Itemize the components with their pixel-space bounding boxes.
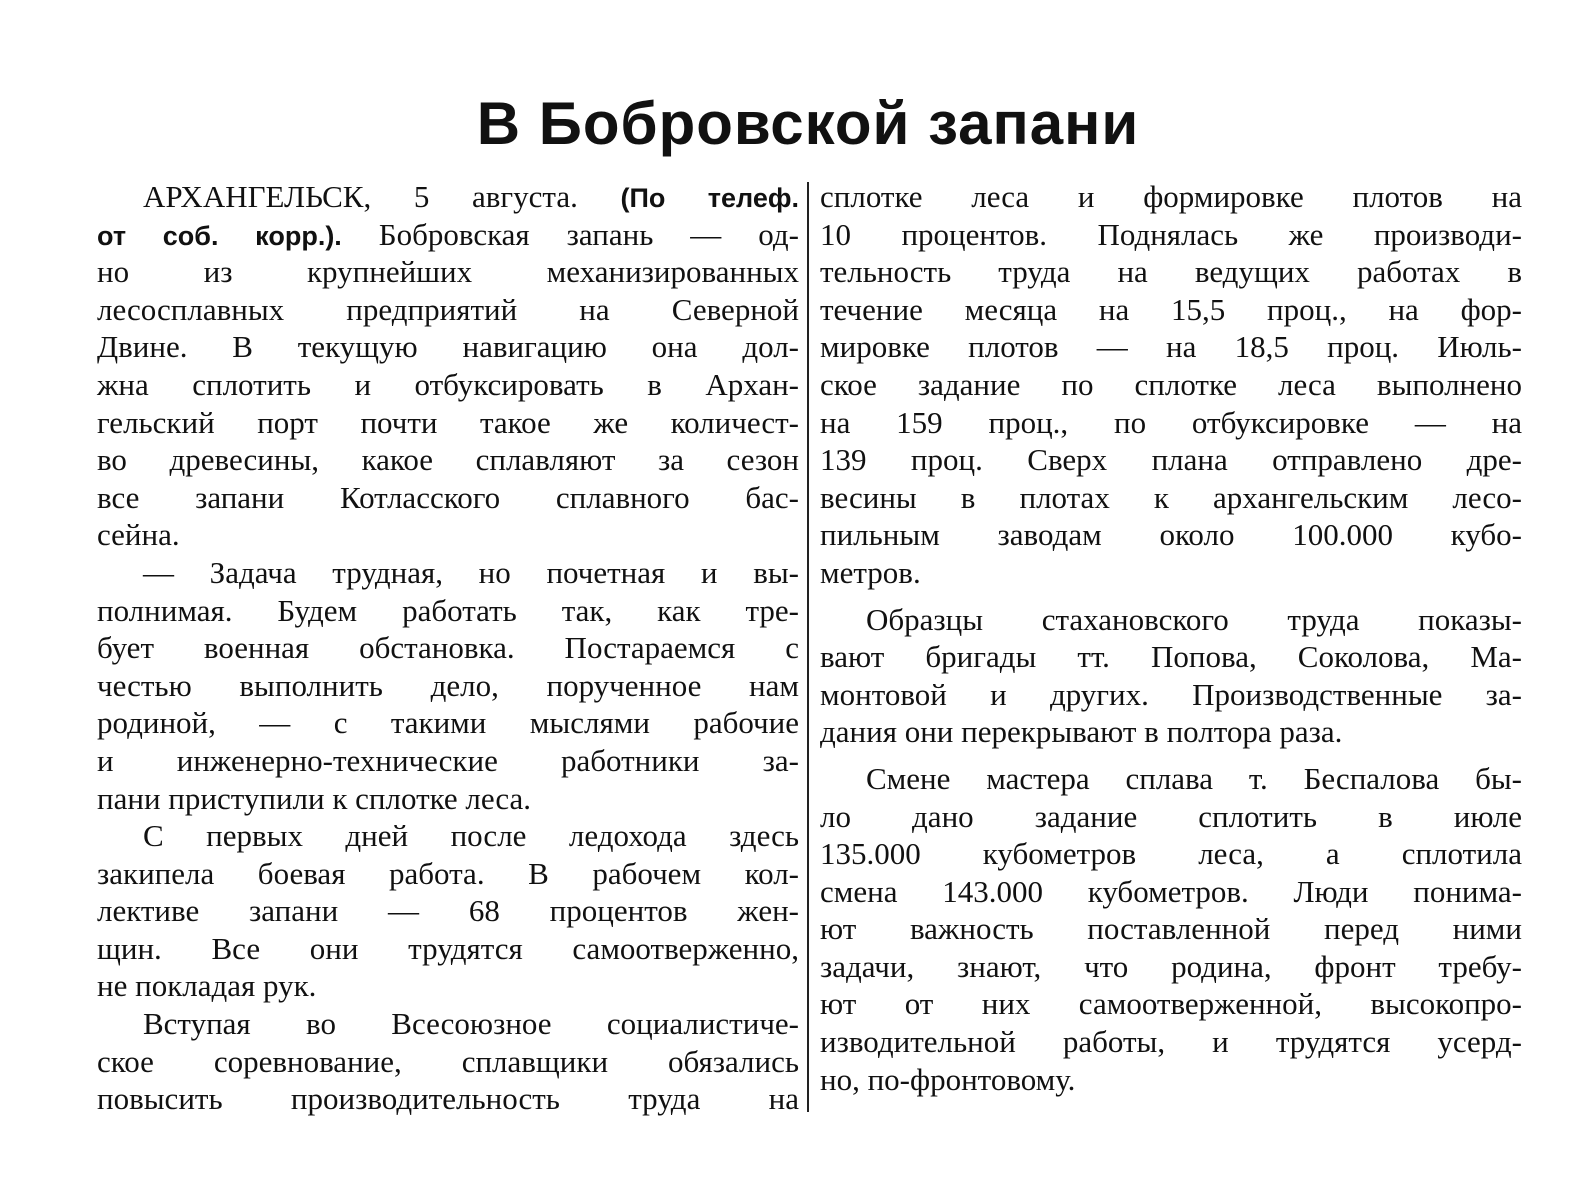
- text-line: задачи, знают, что родина, фронт требу-: [820, 948, 1522, 984]
- article-paragraph: [820, 760, 1522, 1098]
- text-line: не покладая рук.: [97, 968, 317, 1004]
- text-line: течение месяца на 15,5 проц., на фор-: [820, 291, 1522, 327]
- text-line: бует военная обстановка. Постараемся с: [97, 630, 799, 666]
- text-line: ское соревнование, сплавщики обязались: [97, 1043, 799, 1079]
- text-segment: АРХАНГЕЛЬСК, 5 августа.: [143, 179, 621, 214]
- article-paragraph: [820, 601, 1522, 751]
- text-line: сплотке леса и формировке плотов на: [820, 179, 1522, 214]
- text-line: полнимая. Будем работать так, как тре-: [97, 592, 799, 628]
- text-line: 135.000 кубометров леса, а сплотила: [820, 836, 1522, 872]
- text-line: ют от них самоотверженной, высокопро-: [820, 986, 1522, 1022]
- text-line: и инженерно-технические работники за-: [97, 742, 799, 778]
- text-line: — Задача трудная, но почетная и вы-: [143, 554, 799, 590]
- article-headline: В Бобровской запани: [476, 90, 1140, 157]
- article-paragraph: [97, 178, 799, 554]
- text-line: 10 процентов. Поднялась же производи-: [820, 216, 1522, 252]
- text-line: жна сплотить и отбуксировать в Архан-: [97, 366, 799, 402]
- article-paragraph: [97, 1005, 799, 1118]
- text-line: лективе запани — 68 процентов жен-: [97, 893, 799, 929]
- text-line: ское задание по сплотке леса выполнено: [820, 366, 1522, 402]
- byline-bold: от соб. корр.).: [97, 220, 342, 251]
- text-line: весины в плотах к архангельским лесо-: [820, 479, 1522, 515]
- text-line: щин. Все они трудятся самоотверженно,: [97, 930, 799, 966]
- text-line: монтовой и других. Производственные за-: [820, 676, 1522, 712]
- text-line: дания они перекрывают в полтора раза.: [820, 714, 1343, 750]
- text-line: на 159 проц., по отбуксировке — на: [820, 404, 1522, 440]
- article-paragraph: [820, 178, 1522, 592]
- text-line: С первых дней после ледохода здесь: [143, 818, 799, 854]
- text-line: смена 143.000 кубометров. Люди понима-: [820, 873, 1522, 909]
- text-line: Вступая во Всесоюзное социалистиче-: [143, 1006, 799, 1042]
- text-line: [97, 178, 799, 216]
- text-line: пани приступили к сплотке леса.: [97, 780, 532, 816]
- text-line: повысить производительность труда на: [97, 1081, 799, 1117]
- column-divider: [807, 182, 809, 1112]
- article-paragraph: [97, 817, 799, 1005]
- text-line: Образцы стахановского труда показы-: [866, 601, 1522, 637]
- text-line: лесосплавных предприятий на Северной: [97, 291, 799, 327]
- text-line: во древесины, какое сплавляют за сезон: [97, 442, 799, 478]
- text-line: Смене мастера сплава т. Беспалова бы-: [866, 760, 1522, 796]
- article-paragraph: [97, 554, 799, 817]
- text-line: ют важность поставленной перед ними: [820, 911, 1522, 947]
- text-segment: Бобровская запань — од-: [341, 216, 799, 252]
- text-line: но, по-фронтовому.: [820, 1061, 1076, 1097]
- text-line: но из крупнейших механизированных: [97, 254, 799, 290]
- text-line: мировке плотов — на 18,5 проц. Июль-: [820, 329, 1522, 365]
- text-line: пильным заводам около 100.000 кубо-: [820, 517, 1522, 553]
- text-line: честью выполнить дело, порученное нам: [97, 667, 799, 703]
- byline-bold: (По телеф.: [620, 183, 799, 213]
- text-line: [97, 216, 799, 254]
- text-line: метров.: [820, 554, 921, 590]
- text-line: гельский порт почти такое же количест-: [97, 404, 799, 440]
- text-line: Двине. В текущую навигацию она дол-: [97, 329, 799, 365]
- text-line: закипела боевая работа. В рабочем кол-: [97, 855, 799, 891]
- text-line: вают бригады тт. Попова, Соколова, Ма-: [820, 639, 1522, 675]
- text-line: родиной, — с такими мыслями рабочие: [97, 705, 799, 741]
- text-line: изводительной работы, и трудятся усерд-: [820, 1024, 1522, 1060]
- text-line: сейна.: [97, 517, 180, 553]
- text-line: ло дано задание сплотить в июле: [820, 798, 1522, 834]
- article-column-left: [97, 178, 799, 1118]
- text-line: тельность труда на ведущих работах в: [820, 254, 1522, 290]
- text-line: 139 проц. Сверх плана отправлено дре-: [820, 442, 1522, 478]
- article-column-right: [820, 178, 1522, 1098]
- text-line: все запани Котласского сплавного бас-: [97, 479, 799, 515]
